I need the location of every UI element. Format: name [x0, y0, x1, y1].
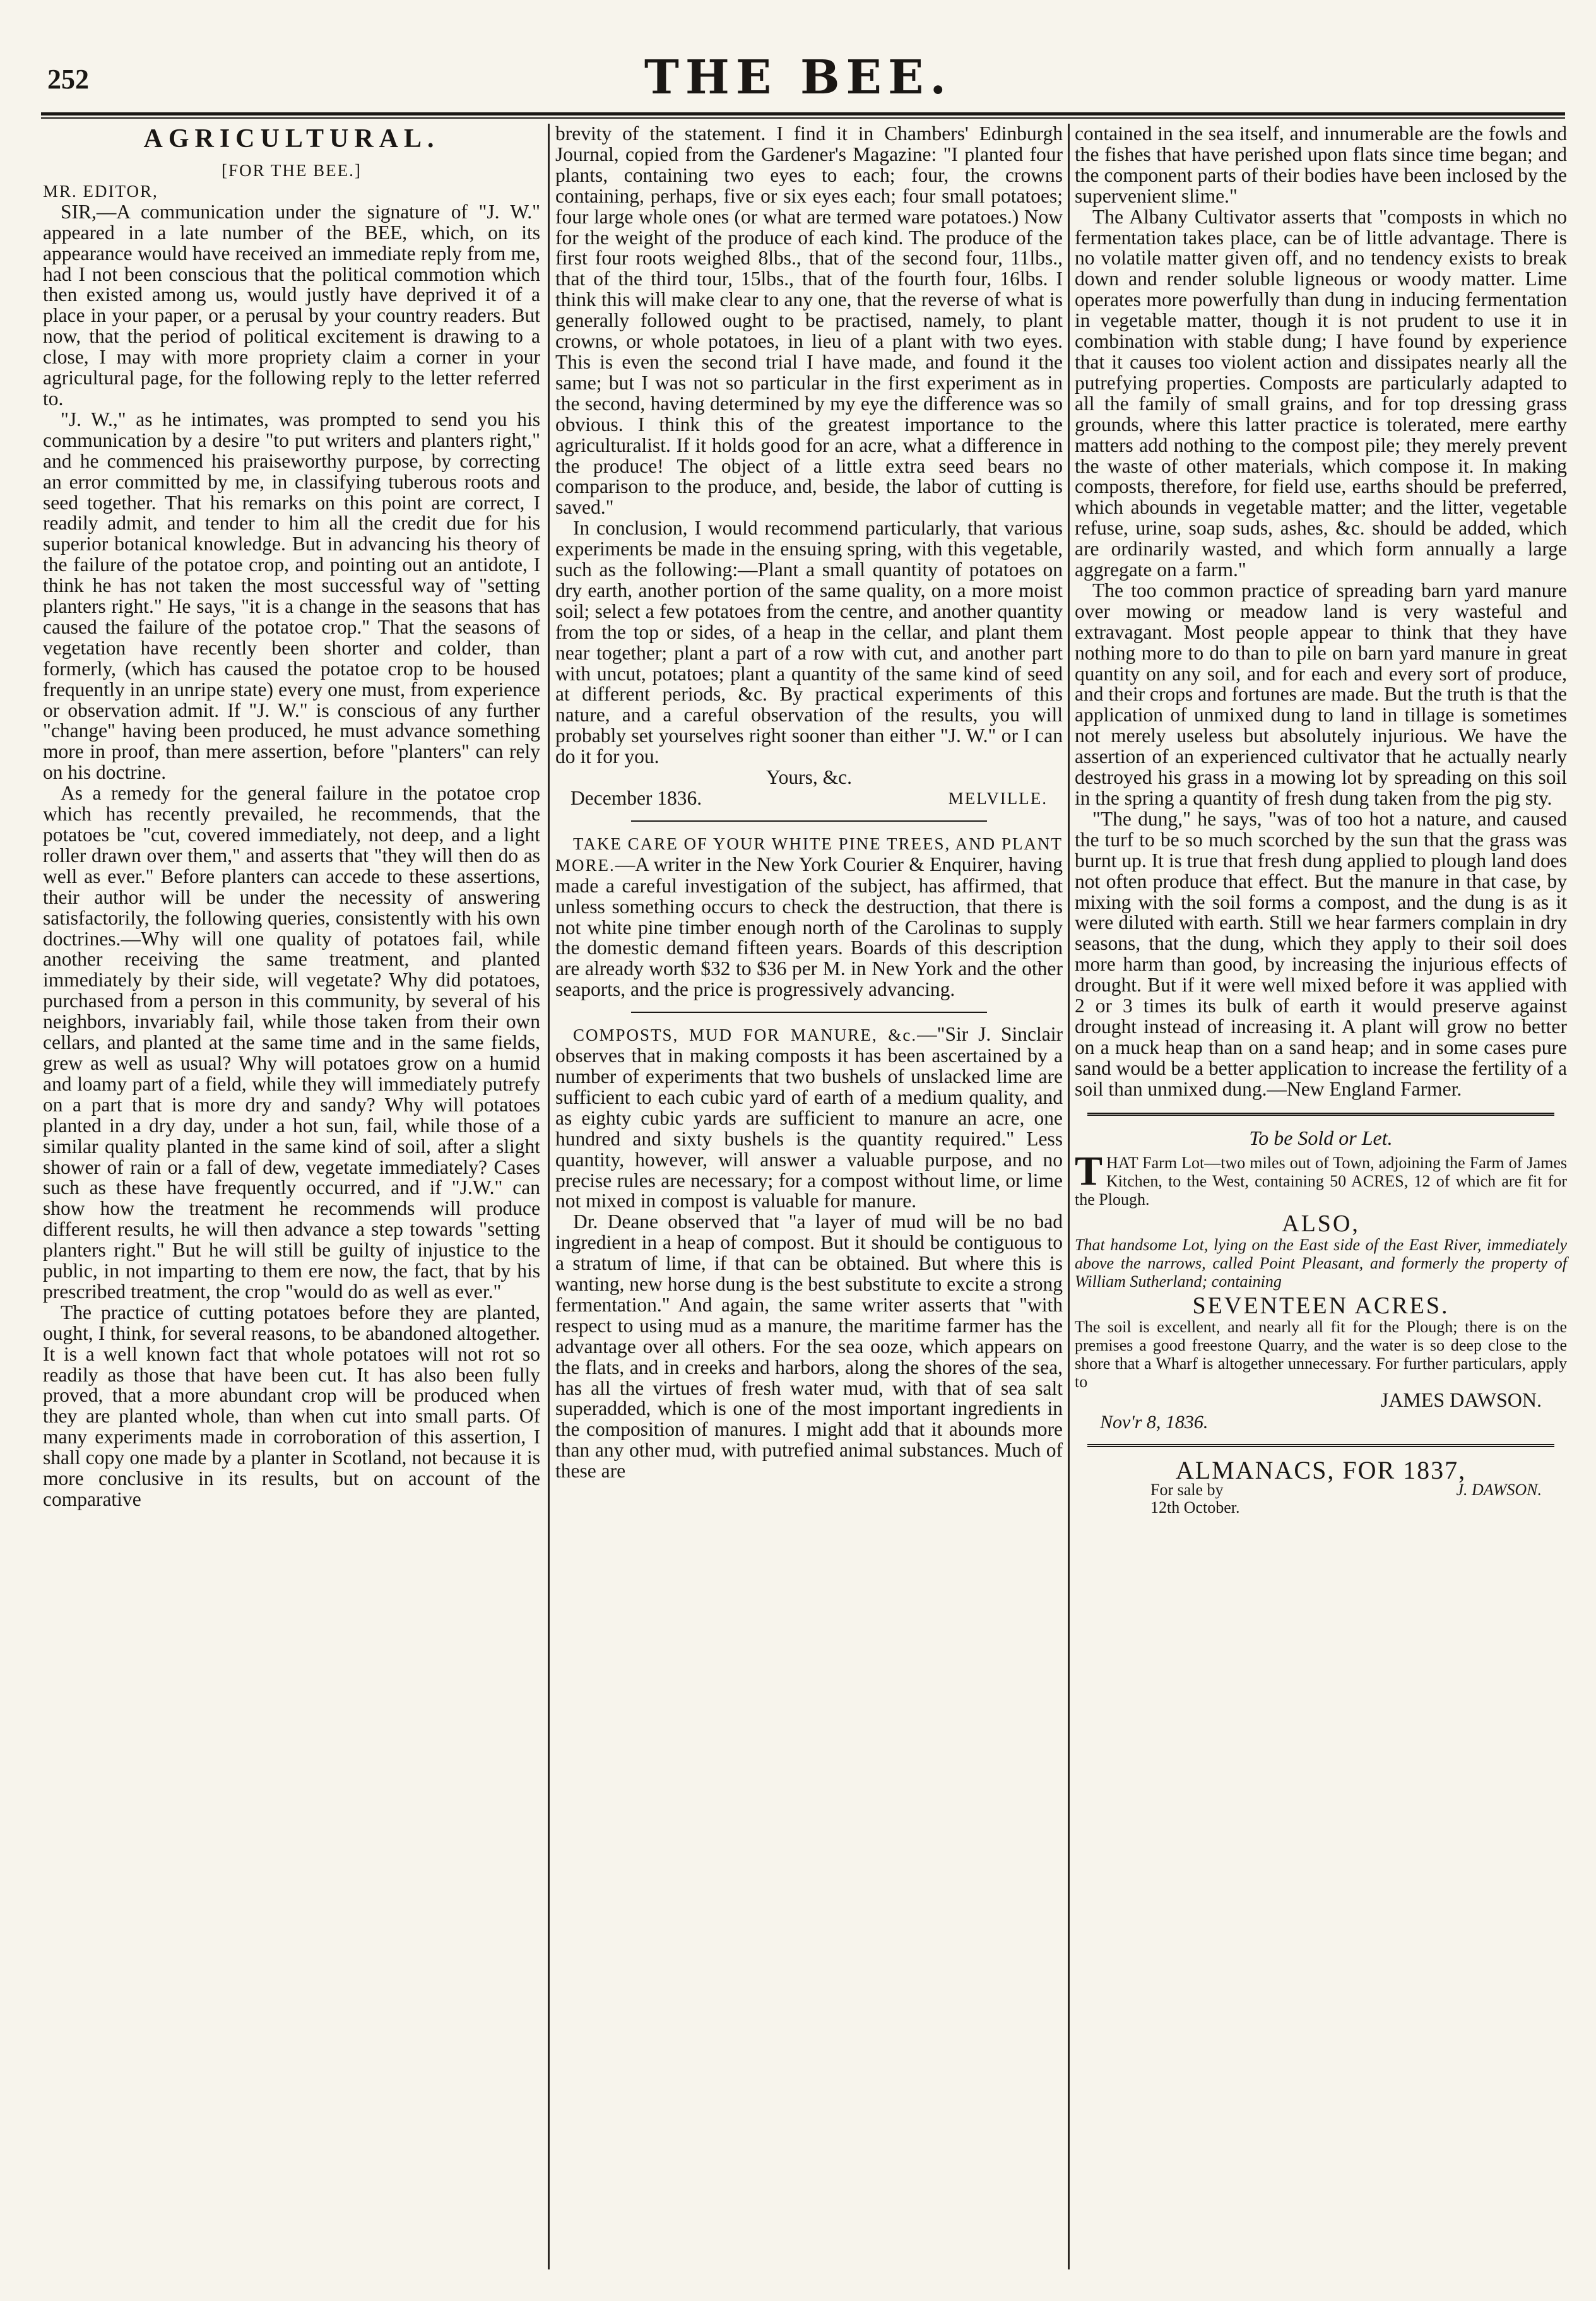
page-number: 252	[47, 64, 89, 95]
advert-divider	[1087, 1444, 1554, 1448]
agricultural-heading: AGRICULTURAL.	[143, 124, 440, 153]
compost-article-body: —"Sir J. Sinclair observes that in making composts it has been ascertained by a number of experiments that two bushels of unslacked lime are sufficient to each cubic yard of earth of a medium quality, and as eighty cubic yards are sufficient to manure an acre, one hundred and sixty bushels is the quantity required." Less quantity, however, will answer a valuable purpose, and no precise rules are necessary; for a compost without lime, or lime not mixed in compost is valuable for manure.	[555, 1023, 1063, 1212]
article-paragraph: "The dung," he says, "was of too hot a nature, and caused the turf to be so much scorched by the sun that the grass was burnt up. It is true that fresh dung applied to plough land does not often produce that effect. But the manure in that case, by mixing with the soil forms a compost, and the dung is as it were diluted with earth. Still we hear farmers complain in dry seasons, that the dung, which they apply to their soil does more harm than good, by increasing the injurious effects of drought. But if it were well mixed before it was applied with 2 or 3 times its bulk of earth it would preserve against drought instead of increasing it. A plant will grow no better on a muck heap than on a sand heap; and in some cases pure sand would be a better application to increase the fertility of a soil than unmixed dung.—New England Farmer.	[1075, 807, 1567, 1100]
advert-date: Nov'r 8, 1836.	[1100, 1411, 1209, 1433]
page-header	[41, 50, 1556, 114]
advert-soil-text: The soil is excellent, and nearly all fit for the Plough; there is on the premises a good freestone Quarry, and the water is so deep close to the shore that a Wharf is altogether unnecessary. For further particulars, apply to	[1075, 1317, 1567, 1391]
advert-dropcap: T	[1075, 1147, 1103, 1194]
advert-divider	[1087, 1113, 1554, 1116]
almanac-date-row	[1075, 1499, 1567, 1517]
column-right	[1075, 124, 1567, 1517]
pine-article	[555, 833, 1063, 1000]
article-paragraph: brevity of the statement. I find it in Chambers' Edinburgh Journal, copied from the Gardener's Magazine: "I planted four plants, containing two eyes to each; four, the crowns containing, perhaps, five or six eyes each; four small potatoes; four large whole ones (or what are termed ware potatoes.) Now for the weight of the produce of each kind. The produce of the first four roots weighed 8lbs., that of the second four, 11lbs., that of the third tour, 15lbs., that of the fourth four, 16lbs. I think this will make clear to any one, that the reverse of what is generally followed ought to be practised, namely, to plant crowns, or whole potatoes, in lieu of a plant with two eyes. This is even the second trial I have made, and found it the same; but I was not so particular in the first experiment as in the second, having determined by my eye the difference was so obvious. I think this of the greatest importance to the agriculturalist. If it holds good for an acre, what a difference in the produce! The object of a little extra seed bears no comparison to the produce, and, beside, the labor of cutting is saved."	[555, 122, 1063, 519]
article-paragraph: The too common practice of spreading barn yard manure over mowing or meadow land is very wasteful and extravagant. Most people appear to think that they have nothing more to do than to pile on barn yard manure in great quantity on any soil, and for each and every sort of produce, and their crops and fortunes are made. But the truth is that the application of unmixed dung to land in tillage is sometimes not merely useless but absolutely injurious. We have the assertion of an experienced cultivator that he actually nearly destroyed his grass in a mowing lot by spreading on this soil in the spring a quantity of fresh dung taken from the pig sty.	[1075, 579, 1567, 809]
advert-lot-text	[1075, 1147, 1567, 1209]
header-rule	[41, 112, 1565, 119]
article-paragraph: contained in the sea itself, and innumerable are the fowls and the fishes that have perished upon flats since time began; and the component parts of their bodies have been inclosed by the supervenient slime."	[1075, 122, 1567, 207]
letter-signature: MELVILLE.	[948, 789, 1048, 808]
compost-article-lead: COMPOSTS, MUD FOR MANURE, &c.	[573, 1026, 918, 1045]
masthead-title: THE BEE.	[644, 50, 953, 105]
section-divider	[631, 820, 987, 822]
advertisement-almanacs	[1075, 1455, 1567, 1517]
advert-acres: SEVENTEEN ACRES.	[1192, 1292, 1450, 1319]
article-paragraph: As a remedy for the general failure in the potatoe crop which has recently prevailed, he recommends, that the potatoes be "cut, covered immediately, not deep, and a light roller drawn over them," and asserts that "they will then do as well as ever." Before planters can accede to these assertions, their author will be under the necessity of answering satisfactorily, the following queries, consistently with his own doctrines.—Why will one quality of potatoes fail, while another receiving the same treatment, and planted immediately by their side, will vegetate? Why did potatoes, purchased from a person in this community, by several of his neighbors, invariably fail, while those taken from their own cellars, and planted at the same time and in the same fields, grew as well as usual? Why will potatoes grow on a humid and loamy part of a field, while they will immediately putrefy on a part that is more dry and sandy? Why will potatoes planted in a dry day, under a hot sun, fail, while those of a similar quality planted in the same kind of soil, after a slight shower of rain or a fall of dew, vegetate immediately? Cases such as these have frequently occurred, and if "J.W." can show how the treatment he recommends will produce different results, he will then advance a step towards "setting planters right." But he will still be guilty of injustice to the public, in not imparting to them ere now, the fact, that by his prescribed treatment, the crop "would do as well as ever."	[43, 782, 540, 1303]
pine-article-body: —A writer in the New York Courier & Enquirer, having made a careful investigation of the subject, has affirmed, that unless something occurs to check the destruction, that there is not white pine timber enough north of the Carolinas to supply the domestic demand fifteen years. Boards of this description are already worth $32 to $36 per M. in New York and the other seaports, and the price is progressively advancing.	[555, 853, 1063, 1001]
salutation: MR. EDITOR,	[43, 181, 158, 201]
advert-contact: JAMES DAWSON.	[1380, 1388, 1542, 1411]
letter-signature-row	[555, 788, 1063, 809]
almanac-sale-label: For sale by	[1150, 1480, 1224, 1499]
compost-article	[555, 1024, 1063, 1212]
advert-second-text: That handsome Lot, lying on the East side of the East River, immediately above the narrows, called Point Pleasant, and formerly the property of William Sutherland; containing	[1075, 1235, 1567, 1291]
article-paragraph: In conclusion, I would recommend particularly, that various experiments be made in the ensuing spring, with this vegetable, such as the following:—Plant a small quantity of potatoes on dry earth, another portion of the same quality, on a more moist soil; select a few potatoes from the centre, and another quantity from the top or sides, of a heap in the cellar, and plant them near together; plant a part of a row with cut, and another part with uncut, potatoes; plant a quantity of the same kind of seed at different periods, &c. By practical experiments of this nature, and a careful observation of the results, you will probably set yourselves right sooner than either "J. W." or I can do it for you.	[555, 517, 1063, 768]
column-agricultural	[43, 124, 540, 1510]
article-paragraph: The Albany Cultivator asserts that "composts in which no fermentation takes place, can be of little advantage. There is no volatile matter given off, and no tendency exists to break down and render soluble ligneous or woody matter. Lime operates more powerfully than dung in inducing fermentation in vegetable matter, though it is not prudent to use it in combination with stable dung; I have found by experience that it causes too violent action and dissipates nearly all the putrefying properties. Composts are particularly adapted to all the family of small grains, and for top dressing grass grounds, where this latter practice is tolerated, mere earthy matters add nothing to the compost pile; they merely prevent the waste of other materials, which compose it. In making composts, therefore, for field use, earths should be preferred, which abounds in vegetable matter; and the litter, vegetable refuse, urine, soap suds, ashes, &c. should be added, which are ordinarily wasted, and which form annually a large aggregate on a farm."	[1075, 205, 1567, 581]
pine-article-lead: TAKE CARE OF YOUR WHITE PINE TREES, AND PLANT MORE.	[555, 834, 1063, 875]
for-the-bee-line: [FOR THE BEE.]	[222, 161, 362, 180]
letter-date: December 1836.	[570, 787, 702, 809]
almanac-seller: J. DAWSON.	[1456, 1480, 1542, 1499]
letter-closing: Yours, &c.	[766, 766, 852, 789]
advertisement-farm-lot	[1075, 1126, 1567, 1433]
article-paragraph: SIR,—A communication under the signature of "J. W." appeared in a late number of the BEE, which, on its appearance would have received an immediate reply from me, had I not been conscious that the political commotion which then existed among us, would justly have deprived it of a place in your paper, or a perusal by your country readers. But now, that the period of political excitement is drawing to a close, I may with more propriety claim a corner in your agricultural page, for the following reply to the letter referred to.	[43, 200, 540, 410]
almanac-date: 12th October.	[1150, 1498, 1240, 1517]
column-rule-left	[548, 124, 550, 2269]
article-paragraph: Dr. Deane observed that "a layer of mud will be no bad ingredient in a heap of compost. But it should be contiguous to a stratum of lime, if that can be obtained. But where this is wanting, new horse dung is the best substitute to excite a strong fermentation." And again, the same writer asserts that "with respect to using mud as a manure, the maritime farmer has the advantage over all others. For the sea ooze, which appears on the flats, and in creeks and harbors, along the shores of the sea, has all the virtues of fresh water mud, with that of sea salt superadded, which is one of the most important ingredients in the composition of manures. I might add that it abounds more than any other mud, with putrefied animal substances. Much of these are	[555, 1210, 1063, 1482]
almanac-title: ALMANACS, FOR 1837,	[1175, 1455, 1467, 1484]
advert-lot-body: HAT Farm Lot—two miles out of Town, adjoining the Farm of James Kitchen, to the West, containing 50 ACRES, 12 of which are fit for the Plough.	[1075, 1153, 1567, 1209]
article-paragraph: "J. W.," as he intimates, was prompted to send you his communication by a desire "to put writers and planters right," and he commenced his praiseworthy purpose, by correcting an error committed by me, in classifying tuberous roots and seed together. That his remarks on this point are correct, I readily admit, and tender to him all the credit due for his superior botanical knowledge. But in advancing his theory of the failure of the potatoe crop, and pointing out an antidote, I think he has not taken the most successful way of "setting planters right." He says, "it is a change in the seasons that has caused the failure of the potatoe crop." That the seasons of vegetation have recently been shorter and colder, than formerly, (which has caused the potatoe crop to be housed frequently in an unripe state) every one must, from experience or observation admit. If "J. W." is conscious of any further "change" having been produced, he must advance something more in proof, than mere assertion, before "planters" can rely on his doctrine.	[43, 408, 540, 784]
advert-title: To be Sold or Let.	[1249, 1126, 1393, 1149]
column-middle	[555, 124, 1063, 1482]
advert-also: ALSO,	[1282, 1210, 1360, 1237]
article-paragraph: The practice of cutting potatoes before they are planted, ought, I think, for several reasons, to be abandoned altogether. It is a well known fact that whole potatoes will not rot so readily as those that have been cut. It has also been fully proved, that a more abundant crop will be produced when they are planted whole, than when cut into small parts. Of many experiments made in corroboration of this assertion, I shall copy one made by a planter in Scotland, not because it is more conclusive in its results, but on account of the comparative	[43, 1301, 540, 1510]
section-divider	[631, 1012, 987, 1013]
column-rule-right	[1068, 124, 1070, 2269]
